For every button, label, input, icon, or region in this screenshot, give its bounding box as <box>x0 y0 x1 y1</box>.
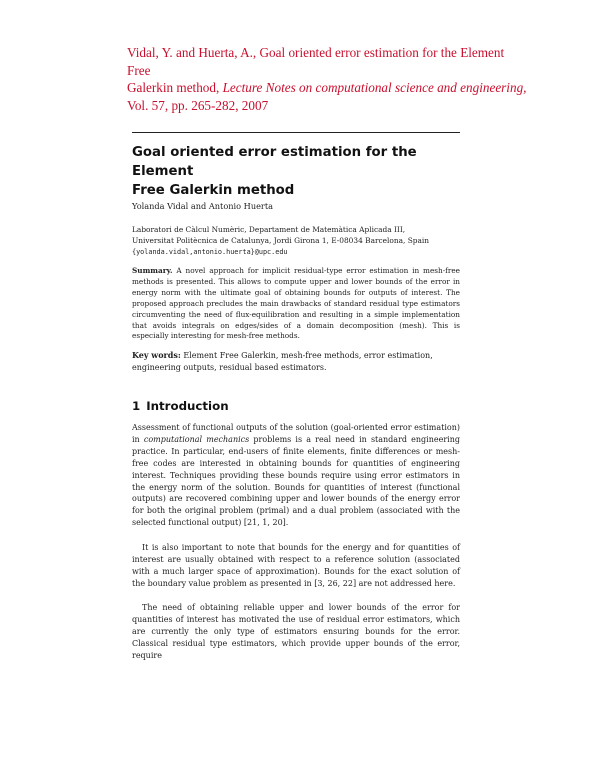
p1-emphasis: computational mechanics <box>143 434 250 444</box>
citation-line-1: Vidal, Y. and Huerta, A., Goal oriented error estimation for the Element Free <box>127 45 505 78</box>
p1-text-before: Assessment of functional outputs of the solution (goal-oriented error estimation) in <box>132 423 460 444</box>
citation-journal: Lecture Notes on computational science and engineering, <box>222 80 527 95</box>
p3-text: The need of obtaining reliable upper and lower bounds of the error for quantities of interest has motivated the use of residual error estimators, which are currently the only type of estimators ensuring bounds for the error. Classical residual type estimators, which provide upper bounds of the error, require <box>132 603 460 660</box>
title-rule <box>132 132 460 133</box>
keywords-text: Element Free Galerkin, mesh-free methods, error estimation, engineering outputs, residual based estimators. <box>132 351 433 372</box>
paper-title-line-1: Goal oriented error estimation for the Element <box>132 145 417 179</box>
affiliation <box>132 224 472 258</box>
keywords-label: Key words: <box>132 350 181 360</box>
body-paragraph-3 <box>132 602 460 662</box>
citation-line-3: Vol. 57, pp. 265-282, 2007 <box>127 97 269 113</box>
citation-header <box>127 44 527 114</box>
section-title: Introduction <box>146 399 229 413</box>
citation-line-2-plain: Galerkin method, <box>127 80 220 95</box>
paper-title <box>132 143 472 200</box>
paper-title-line-2: Free Galerkin method <box>132 183 295 198</box>
section-number: 1 <box>132 399 141 413</box>
abstract-label: Summary. <box>132 266 173 275</box>
keywords <box>132 349 460 374</box>
affiliation-line-1: Laboratori de Càlcul Numèric, Departament de Matemàtica Aplicada III, <box>132 225 406 234</box>
section-heading <box>132 399 229 413</box>
body-paragraph-2 <box>132 542 460 590</box>
author-email: {yolanda.vidal,antonio.huerta}@upc.edu <box>132 247 288 256</box>
p1-text-after: problems is a real need in standard engineering practice. In particular, end-users of finite elements, finite differences or mesh-free codes are interested in obtaining bounds for quantities of engineering interest. Techniques providing these bounds require using error estimators in the energy norm of the solution. Bounds for quantities of interest (functional outputs) are recovered combining upper and lower bounds of the energy error for both the original problem (primal) and a dual problem (associated with the selected functional output) [21, 1, 20]. <box>132 434 461 528</box>
citation-line-2 <box>127 79 527 97</box>
abstract <box>132 266 460 342</box>
abstract-text: A novel approach for implicit residual-type error estimation in mesh-free methods is presented. This allows to compute upper and lower bounds of the error in energy norm with the ultimate goal of obtaining bounds for outputs of interest. The proposed approach precludes the main drawbacks of standard residual type estimators circumventing the need of flux-equilibration and resulting in a simple implementation that avoids integrals on edges/sides of a domain decomposition (mesh). This is especially interesting for mesh-free methods. <box>132 266 460 341</box>
authors: Yolanda Vidal and Antonio Huerta <box>132 201 274 211</box>
p2-text: It is also important to note that bounds for the energy and for quantities of interest are usually obtained with respect to a reference solution (associated with a much larger space of approximation). Bounds for the exact solution of the boundary value problem as presented in [3, 26, 22] are not addressed here. <box>132 543 460 588</box>
affiliation-line-2: Universitat Politècnica de Catalunya, Jordi Girona 1, E-08034 Barcelona, Spain <box>132 236 430 246</box>
body-paragraph-1 <box>132 422 460 529</box>
